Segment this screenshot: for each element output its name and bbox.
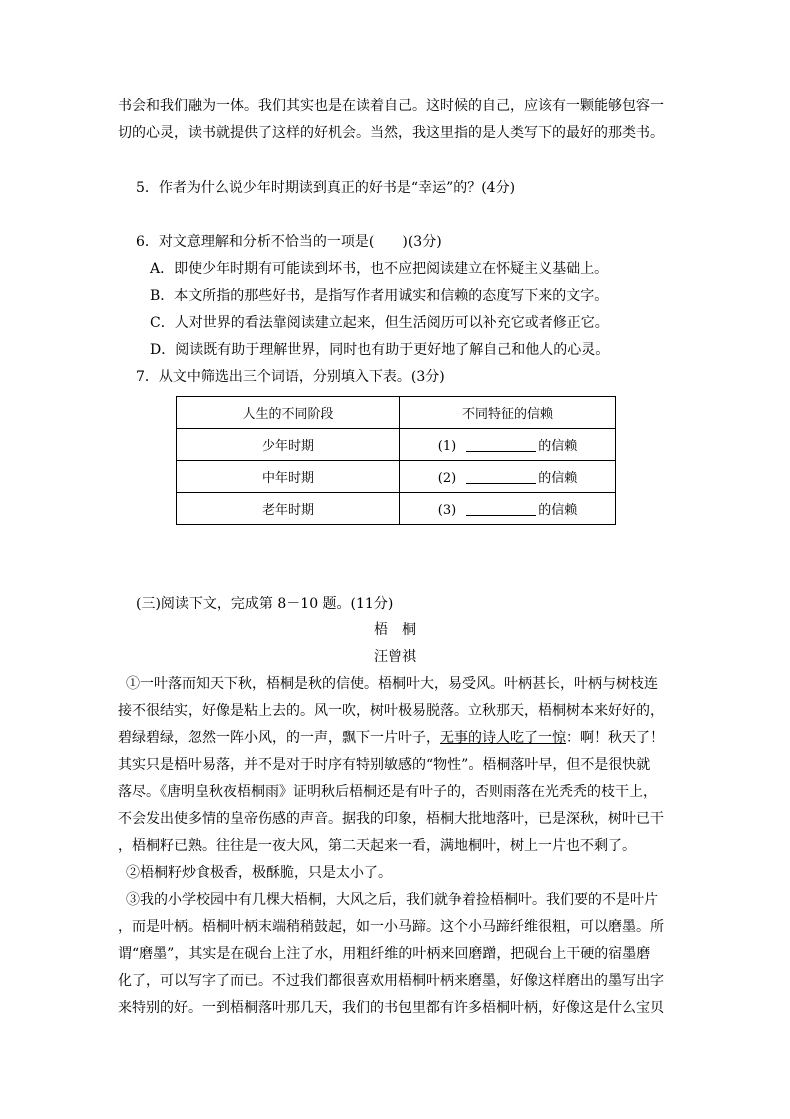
table-header-stage: 人生的不同阶段 (177, 397, 400, 429)
blank-suffix: 的信赖 (538, 503, 578, 518)
question-6-option-b: B．本文所指的那些好书，是指写作者用诚实和信赖的态度写下来的文字。 (150, 288, 609, 304)
paragraph-3-line-1: ③我的小学校园中有几棵大梧桐，大风之后，我们就争着捡梧桐叶。我们要的不是叶片 (126, 892, 658, 908)
paragraph-3-line-2: ，而是叶柄。梧桐叶柄末端稍稍鼓起，如一小马蹄。这个小马蹄纤维很粗，可以磨墨。所 (118, 919, 664, 935)
table-row (177, 429, 616, 461)
stage-cell: 老年时期 (177, 493, 400, 525)
answer-cell (400, 493, 616, 525)
stage-cell: 中年时期 (177, 461, 400, 493)
line-3-text-b: ：啊！秋天了！ (566, 730, 664, 746)
question-6-option-d: D．阅读既有助于理解世界，同时也有助于更好地了解自己和他人的心灵。 (150, 342, 610, 358)
answer-cell (400, 461, 616, 493)
paragraph-2: ②梧桐籽炒食极香，极酥脆，只是太小了。 (126, 865, 392, 881)
paragraph-3-line-3: 谓“磨墨”，其实是在砚台上注了水，用粗纤维的叶柄来回磨蹭，把砚台上干硬的宿墨磨 (118, 946, 651, 962)
answer-cell (400, 429, 616, 461)
intro-line-2: 切的心灵，读书就提供了这样的好机会。当然，我这里指的是人类写下的最好的那类书。 (118, 125, 664, 141)
question-6-stem: 6．对文意理解和分析不恰当的一项是( )(3分) (136, 234, 442, 250)
article-title: 梧 桐 (374, 622, 416, 638)
answer-table (176, 396, 616, 525)
blank-number: (2) (437, 471, 457, 486)
underlined-phrase: 无事的诗人吃了一惊 (440, 730, 566, 746)
blank-number: (3) (437, 503, 457, 518)
question-7-stem: 7．从文中筛选出三个词语，分别填入下表。(3分) (136, 369, 445, 385)
paragraph-1-line-3 (118, 728, 664, 748)
paragraph-3-line-5: 来特别的好。一到梧桐落叶那几天，我们的书包里都有许多梧桐叶柄，好像这是什么宝贝 (118, 1000, 664, 1016)
table-row (177, 493, 616, 525)
answer-blank-2[interactable] (466, 469, 536, 484)
question-6-option-c: C．人对世界的看法靠阅读建立起来，但生活阅历可以补充它或者修正它。 (150, 315, 609, 331)
blank-suffix: 的信赖 (538, 471, 578, 486)
table-header-row (177, 397, 616, 429)
paragraph-1-line-4: 其实只是梧叶易落，并不是对于时序有特别敏感的“物性”。梧桐落叶早，但不是很快就 (118, 757, 651, 773)
paragraph-1-line-1: ①一叶落而知天下秋，梧桐是秋的信使。梧桐叶大，易受风。叶柄甚长，叶柄与树枝连 (126, 676, 658, 692)
table-header-trust: 不同特征的信赖 (400, 397, 616, 429)
table-row (177, 461, 616, 493)
question-6-option-a: A．即使少年时期有可能读到坏书，也不应把阅读建立在怀疑主义基础上。 (150, 261, 609, 277)
question-5: 5．作者为什么说少年时期读到真正的好书是“幸运”的？(4分) (136, 180, 516, 196)
paragraph-3-line-4: 化了，可以写字了而已。不过我们都很喜欢用梧桐叶柄来磨墨，好像这样磨出的墨写出字 (118, 973, 664, 989)
blank-number: (1) (437, 439, 457, 454)
answer-blank-3[interactable] (466, 501, 536, 516)
paragraph-1-line-2: 接不很结实，好像是粘上去的。风一吹，树叶极易脱落。立秋那天，梧桐树本来好好的， (118, 703, 664, 719)
article-author: 汪曾祺 (374, 649, 416, 665)
section-3-heading: (三)阅读下文，完成第 8－10 题。(11分) (136, 596, 394, 612)
paragraph-1-line-6: 不会发出使多情的皇帝伤感的声音。据我的印象，梧桐大批地落叶，已是深秋，树叶已干 (118, 811, 664, 827)
paragraph-1-line-7: ，梧桐籽已熟。往往是一夜大风，第二天起来一看，满地桐叶，树上一片也不剩了。 (118, 838, 636, 854)
blank-suffix: 的信赖 (538, 439, 578, 454)
intro-line-1: 书会和我们融为一体。我们其实也是在读着自己。这时候的自己，应该有一颗能够包容一 (118, 98, 664, 114)
line-3-text-a: 碧绿碧绿，忽然一阵小风，的一声，飘下一片叶子， (118, 730, 440, 746)
paragraph-1-line-5: 落尽。《唐明皇秋夜梧桐雨》证明秋后梧桐还是有叶子的，否则雨落在光秃秃的枝干上， (118, 784, 657, 800)
stage-cell: 少年时期 (177, 429, 400, 461)
answer-blank-1[interactable] (466, 437, 536, 452)
